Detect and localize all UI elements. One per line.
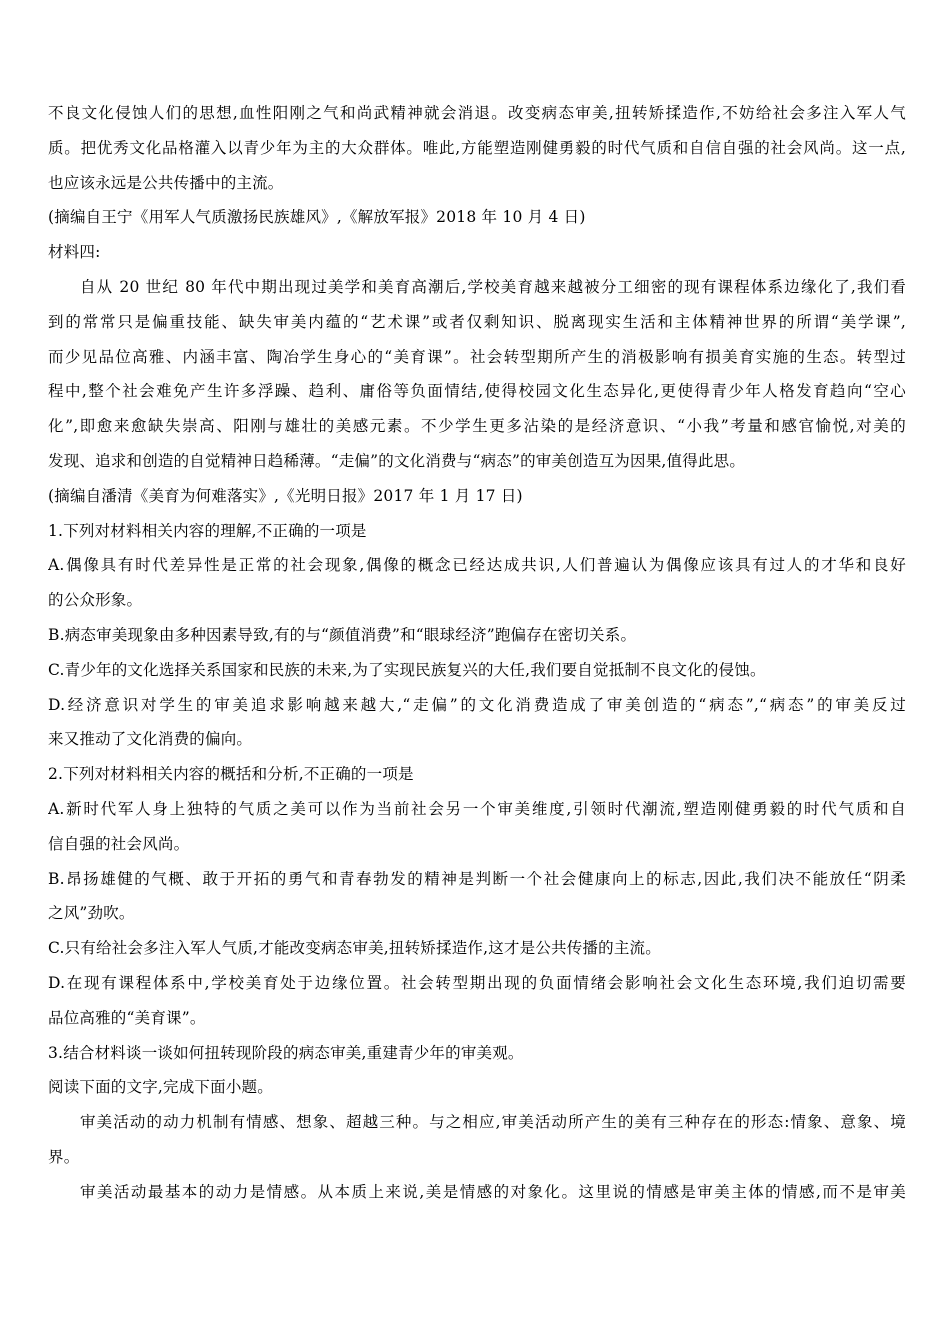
- option-line: 来又推动了文化消费的偏向。: [48, 730, 253, 749]
- option-line: D.经济意识对学生的审美追求影响越来越大,“走偏”的文化消费造成了审美创造的“病态”,“病态”的审美反过: [48, 695, 906, 714]
- option-line: C.青少年的文化选择关系国家和民族的未来,为了实现民族复兴的大任,我们要自觉抵制不良文化的侵蚀。: [48, 660, 766, 679]
- option-line: 的公众形象。: [48, 591, 143, 610]
- option-line: C.只有给社会多注入军人气质,才能改变病态审美,扭转矫揉造作,这才是公共传播的主流。: [48, 939, 661, 958]
- option-line: A.偶像具有时代差异性是正常的社会现象,偶像的概念已经达成共识,人们普遍认为偶像应该具有过人的才华和良好: [48, 556, 906, 575]
- instruction-line: 阅读下面的文字,完成下面小题。: [48, 1078, 273, 1097]
- option-line: B.昂扬雄健的气概、敢于开拓的勇气和青春勃发的精神是判断一个社会健康向上的标志,因此,我们决不能放任“阴柔: [48, 869, 906, 888]
- text-line: 界。: [48, 1147, 80, 1166]
- text-line: 而少见品位高雅、内涵丰富、陶冶学生身心的“美育课”。社会转型期所产生的消极影响有损美育实施的生态。转型过: [48, 347, 906, 366]
- text-line: 发现、追求和创造的自觉精神日趋稀薄。“走偏”的文化消费与“病态”的审美创造互为因果,值得此思。: [48, 451, 746, 470]
- option-line: A.新时代军人身上独特的气质之美可以作为当前社会另一个审美维度,引领时代潮流,塑造刚健勇毅的时代气质和自: [48, 799, 906, 818]
- text-line: 质。把优秀文化品格灌入以青少年为主的大众群体。唯此,方能塑造刚健勇毅的时代气质和自信自强的社会风尚。这一点,: [48, 138, 906, 157]
- question-stem: 2.下列对材料相关内容的概括和分析,不正确的一项是: [48, 765, 414, 784]
- text-line: 审美活动的动力机制有情感、想象、超越三种。与之相应,审美活动所产生的美有三种存在的形态:情象、意象、境: [80, 1113, 906, 1132]
- text-line: 化”,即愈来愈缺失崇高、阳刚与雄壮的美感元素。不少学生更多沾染的是经济意识、“小我”考量和感官愉悦,对美的: [48, 417, 906, 436]
- section-heading: 材料四:: [48, 243, 101, 262]
- option-line: 之风”劲吹。: [48, 904, 135, 923]
- source-citation: (摘编自潘清《美育为何难落实》,《光明日报》2017 年 1 月 17 日): [48, 486, 523, 505]
- text-line: 审美活动最基本的动力是情感。从本质上来说,美是情感的对象化。这里说的情感是审美主体的情感,而不是审美: [80, 1182, 906, 1201]
- document-page: [48, 96, 906, 1210]
- question-stem: 3.结合材料谈一谈如何扭转现阶段的病态审美,重建青少年的审美观。: [48, 1043, 524, 1062]
- text-line: 程中,整个社会难免产生许多浮躁、趋利、庸俗等负面情结,使得校园文化生态异化,更使得青少年人格发育趋向“空心: [48, 382, 906, 401]
- question-stem: 1.下列对材料相关内容的理解,不正确的一项是: [48, 521, 367, 540]
- option-line: B.病态审美现象由多种因素导致,有的与“颜值消费”和“眼球经济”跑偏存在密切关系。: [48, 625, 637, 644]
- text-line: 不良文化侵蚀人们的思想,血性阳刚之气和尚武精神就会消退。改变病态审美,扭转矫揉造作,不妨给社会多注入军人气: [48, 104, 906, 122]
- text-line: 自从 20 世纪 80 年代中期出现过美学和美育高潮后,学校美育越来越被分工细密的现有课程体系边缘化了,我们看: [80, 277, 906, 296]
- option-line: 品位高雅的“美育课”。: [48, 1008, 206, 1027]
- text-line: 也应该永远是公共传播中的主流。: [48, 173, 284, 192]
- option-line: D.在现有课程体系中,学校美育处于边缘位置。社会转型期出现的负面情绪会影响社会文化生态环境,我们迫切需要: [48, 973, 906, 992]
- source-citation: (摘编自王宁《用军人气质激扬民族雄风》,《解放军报》2018 年 10 月 4 日): [48, 208, 586, 227]
- text-line: 到的常常只是偏重技能、缺失审美内蕴的“艺术课”或者仅剩知识、脱离现实生活和主体精神世界的所谓“美学课”,: [48, 312, 906, 331]
- option-line: 信自强的社会风尚。: [48, 834, 190, 853]
